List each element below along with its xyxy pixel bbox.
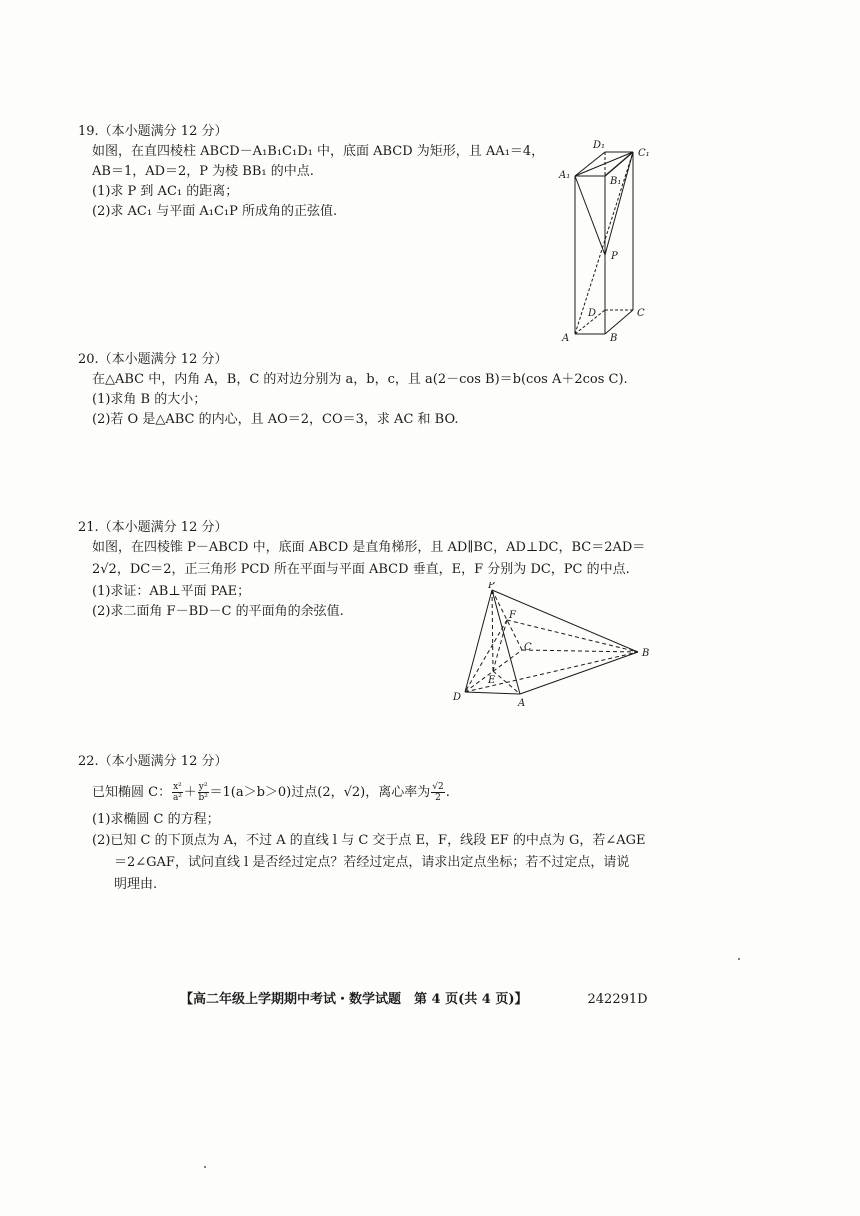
q20-line-1: 在△ABC 中，内角 A，B，C 的对边分别为 a，b，c，且 a(2－cos B)＝b(cos A＋2cos C). (92, 372, 628, 387)
scan-speck (204, 1166, 206, 1168)
label-B1: B₁ (610, 176, 622, 187)
label-D1: D₁ (593, 140, 606, 151)
q19-line-1: 如图，在直四棱柱 ABCD－A₁B₁C₁D₁ 中，底面 ABCD 为矩形，且 AA₁＝4， (92, 144, 545, 159)
label-C: C (524, 642, 532, 653)
q19-line-2: AB＝1，AD＝2，P 为棱 BB₁ 的中点. (92, 164, 314, 179)
label-P: P (611, 251, 618, 262)
q22-line-1 (92, 776, 646, 810)
label-B: B (610, 333, 618, 344)
frac2-numerator: y² (198, 782, 208, 792)
label-E: E (488, 675, 496, 686)
q22-heading: 22.（本小题满分 12 分） (78, 754, 228, 769)
pyramid-figure (450, 582, 660, 710)
exam-code: 242291D (587, 992, 648, 1007)
footer-title: 【高二年级上学期期中考试・数学试题 第 4 页(共 4 页)】 (180, 992, 528, 1007)
frac1-numerator: x² (173, 782, 182, 792)
scan-speck (738, 958, 740, 960)
q20-part-1: (1)求角 B 的大小； (92, 392, 207, 407)
q21-line-2: 2√2，DC＝2，正三角形 PCD 所在平面与平面 ABCD 垂直，E，F 分别为 DC，PC 的中点. (92, 562, 630, 577)
q19-heading: 19.（本小题满分 12 分） (78, 124, 228, 139)
q21-heading: 21.（本小题满分 12 分） (78, 520, 228, 535)
fraction-eccentricity (431, 782, 444, 803)
q19-part-2: (2)求 AC₁ 与平面 A₁C₁P 所成角的正弦值. (92, 204, 338, 219)
plus-sign: ＋ (183, 785, 197, 800)
fraction-y2-b2 (198, 782, 209, 803)
frac3-numerator: √2 (432, 782, 444, 792)
q22-part-2-line-2: ＝2∠GAF，试问直线 l 是否经过定点？若经过定点，请求出定点坐标；若不过定点，请说 (114, 855, 630, 870)
q19-part-1: (1)求 P 到 AC₁ 的距离； (92, 184, 239, 199)
label-A1: A₁ (559, 170, 571, 181)
label-A: A (562, 333, 570, 344)
frac3-denominator: 2 (435, 793, 441, 803)
q22-part-1: (1)求椭圆 C 的方程； (92, 812, 220, 827)
label-C: C (637, 308, 645, 319)
q21-part-2: (2)求二面角 F－BD－C 的平面角的余弦值. (92, 604, 344, 619)
frac1-denominator: a² (172, 793, 182, 803)
question-22 (78, 752, 646, 896)
q22-line-1-middle: ＝1(a＞b＞0)过点(2，√2)，离心率为 (209, 785, 431, 800)
label-P: P (488, 582, 495, 591)
q21-line-1: 如图，在四棱锥 P－ABCD 中，底面 ABCD 是直角梯形，且 AD∥BC，AD⊥DC，BC＝2AD＝ (92, 540, 646, 555)
label-B: B (642, 648, 650, 659)
question-19 (78, 122, 544, 222)
q22-part-2-line-3: 明理由. (114, 877, 158, 892)
page-footer (180, 988, 648, 1007)
prism-figure (555, 138, 665, 350)
q22-part-2-line-1: (2)已知 C 的下顶点为 A，不过 A 的直线 l 与 C 交于点 E，F，线段 EF 的中点为 G，若∠AGE (92, 833, 646, 848)
q22-line-1-end: . (445, 785, 450, 800)
label-D: D (588, 308, 597, 319)
question-20 (78, 350, 628, 430)
label-F: F (509, 610, 516, 621)
q22-line-1-prefix: 已知椭圆 C： (92, 785, 172, 800)
label-C1: C₁ (638, 148, 650, 159)
q20-part-2: (2)若 O 是△ABC 的内心，且 AO＝2，CO＝3，求 AC 和 BO. (92, 412, 459, 427)
fraction-x2-a2 (172, 782, 183, 803)
frac2-denominator: b² (198, 793, 208, 803)
label-A: A (518, 698, 526, 709)
q21-part-1: (1)求证：AB⊥平面 PAE； (92, 584, 251, 599)
label-D: D (453, 692, 462, 703)
q20-heading: 20.（本小题满分 12 分） (78, 352, 228, 367)
